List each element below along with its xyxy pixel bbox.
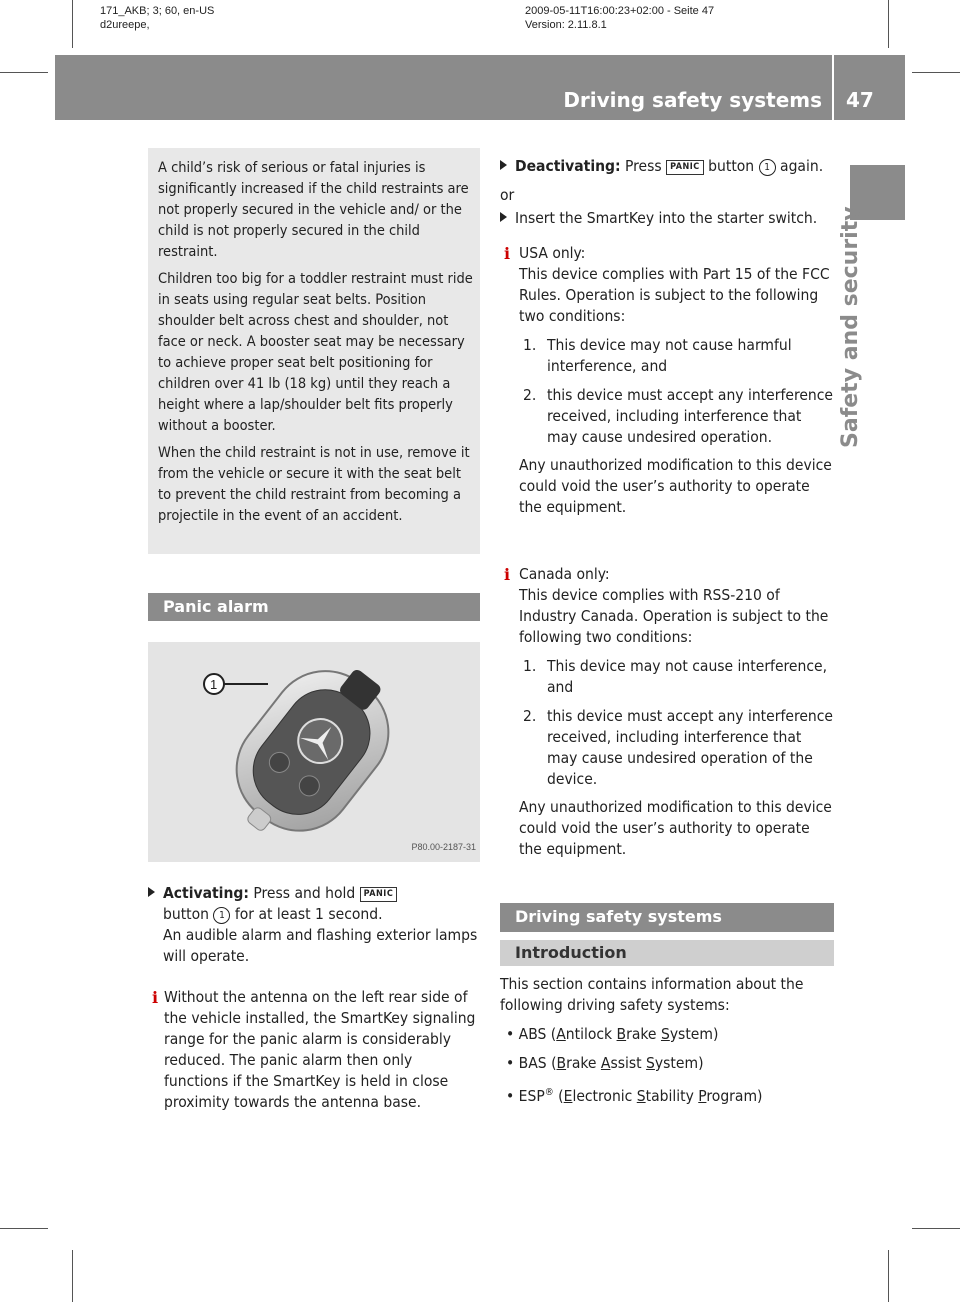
- header-divider: [832, 55, 834, 120]
- bullet-word: Program: [698, 1087, 758, 1106]
- bullet-icon: •: [506, 1087, 515, 1106]
- bullet-word: Brake: [616, 1025, 657, 1043]
- page-number: 47: [846, 88, 874, 112]
- warning-paragraph-3: When the child restraint is not in use, remove it from the vehicle or secure it with the seat belt to prevent the child restraint from becoming a projectile in the event of an accident.: [158, 445, 470, 524]
- crop-mark: [912, 1228, 960, 1229]
- print-meta-left-1: 171_AKB; 3; 60, en-US: [100, 5, 215, 17]
- figure-callout-1: 1: [210, 677, 218, 692]
- insert-text: Insert the SmartKey into the starter switch.: [515, 209, 818, 227]
- list-text: this device must accept any interference received, including interference that may cause undesired operation.: [547, 386, 834, 446]
- section-heading-driving-safety: Driving safety systems: [500, 903, 834, 932]
- side-chapter-tab: [838, 206, 870, 448]
- section-heading-panic-alarm: Panic alarm: [148, 593, 480, 621]
- panic-info-note: [148, 987, 480, 1113]
- list-text: This device may not cause interference, and: [547, 657, 828, 696]
- crop-mark: [888, 0, 889, 48]
- smartkey-figure: [148, 642, 480, 862]
- usa-title: USA only:: [519, 244, 586, 262]
- crop-mark: [0, 72, 48, 73]
- list-item: [519, 335, 835, 377]
- activating-text-3: for at least 1 second.: [234, 905, 383, 923]
- subsection-heading-introduction: Introduction: [500, 940, 834, 966]
- warning-paragraph-1: A child’s risk of serious or fatal injuries is significantly increased if the child restraints are not properly secured in the vehicle and/ or the child is not properly secured in the child restraint.: [158, 160, 469, 260]
- activating-text-2: button: [163, 905, 209, 923]
- canada-info-note: [500, 564, 835, 860]
- page-header-title: Driving safety systems: [563, 88, 822, 112]
- usa-outro: Any unauthorized modification to this device could void the user’s authority to operate the equipment.: [519, 456, 832, 516]
- list-number: 2.: [523, 386, 537, 404]
- usa-intro: This device complies with Part 15 of the FCC Rules. Operation is subject to the following two conditions:: [519, 265, 830, 325]
- deactivating-step: [500, 156, 835, 177]
- step-arrow-icon: [500, 160, 507, 170]
- bullet-word: System: [646, 1054, 699, 1072]
- list-item: • ESP® (Electronic Stability Program): [506, 1087, 763, 1106]
- info-icon: i: [503, 565, 511, 584]
- bullet-word: Stability: [636, 1087, 694, 1106]
- bullet-abbr: BAS: [518, 1054, 547, 1072]
- bullet-icon: •: [506, 1054, 515, 1072]
- warning-box: [148, 148, 480, 554]
- bullet-word: Antilock: [556, 1025, 613, 1043]
- panic-info-text: Without the antenna on the left rear side of the vehicle installed, the SmartKey signaling range for the panic alarm is considerably reduced. The panic alarm then only functions if the SmartKey is held in close proximity towards the antenna base.: [164, 988, 476, 1111]
- activating-step: [148, 883, 480, 967]
- warning-paragraph-2: Children too big for a toddler restraint must ride in seats using regular seat belts. Position shoulder belt across chest and shoulder, not face or neck. A booster seat may be necessary to achieve proper seat belt positioning for children over 41 lb (18 kg) until they reach a height where a lap/shoulder belt fits properly without a booster.: [158, 271, 473, 434]
- intro-text: This section contains information about the following driving safety systems:: [500, 975, 804, 1014]
- print-meta-right-2: Version: 2.11.8.1: [525, 19, 607, 31]
- step-arrow-icon: [500, 212, 507, 222]
- canada-title: Canada only:: [519, 565, 610, 583]
- crop-mark: [72, 1250, 73, 1302]
- print-meta-right-1: 2009-05-11T16:00:23+02:00 - Seite 47: [525, 5, 715, 17]
- deactivating-text-3: again.: [780, 157, 824, 175]
- crop-mark: [0, 1228, 48, 1229]
- info-icon: i: [503, 244, 511, 263]
- list-item: [519, 385, 835, 448]
- step-arrow-icon: [148, 887, 155, 897]
- list-number: 1.: [523, 336, 537, 354]
- list-text: this device must accept any interference received, including interference that may cause undesired operation of the device.: [547, 707, 834, 788]
- bullet-word: Brake: [556, 1054, 597, 1072]
- list-text: This device may not cause harmful interference, and: [547, 336, 792, 375]
- or-text: or: [500, 186, 515, 204]
- crop-mark: [912, 72, 960, 73]
- insert-step: [500, 208, 835, 229]
- panic-button-icon: PANIC: [666, 160, 704, 175]
- figure-code: P80.00-2187-31: [411, 842, 476, 852]
- list-number: 2.: [523, 707, 537, 725]
- deactivating-label: Deactivating:: [515, 157, 621, 175]
- bullet-word: Electronic: [563, 1087, 633, 1106]
- list-item: [519, 656, 835, 698]
- smartkey-illustration: [148, 642, 480, 862]
- crop-mark: [72, 0, 73, 48]
- activating-label: Activating:: [163, 884, 249, 902]
- bullet-list: [506, 1024, 836, 1107]
- activating-text-4: An audible alarm and flashing exterior lamps will operate.: [163, 926, 478, 965]
- canada-intro: This device complies with RSS-210 of Industry Canada. Operation is subject to the following two conditions:: [519, 586, 829, 646]
- panic-button-icon: PANIC: [360, 887, 398, 902]
- bullet-icon: •: [506, 1025, 515, 1043]
- registered-mark: ®: [544, 1087, 554, 1098]
- bullet-word: System: [660, 1025, 713, 1043]
- activating-text-1: Press and hold: [253, 884, 356, 902]
- callout-1-icon: 1: [759, 159, 776, 176]
- list-number: 1.: [523, 657, 537, 675]
- bullet-abbr: ABS: [518, 1025, 547, 1043]
- callout-1-icon: 1: [213, 907, 230, 924]
- list-item: • BAS (Brake Assist System): [506, 1054, 704, 1072]
- bullet-abbr: ESP: [518, 1087, 545, 1106]
- list-item: • ABS (Antilock Brake System): [506, 1025, 719, 1043]
- usa-info-note: [500, 243, 835, 518]
- canada-outro: Any unauthorized modification to this device could void the user’s authority to operate the equipment.: [519, 798, 832, 858]
- side-chapter-label: Safety and security: [838, 206, 863, 448]
- print-meta-left-2: d2ureepe,: [100, 19, 150, 31]
- list-item: [519, 706, 835, 790]
- deactivating-text-2: button: [708, 157, 755, 175]
- info-icon: i: [151, 988, 159, 1007]
- bullet-word: Assist: [600, 1054, 642, 1072]
- crop-mark: [888, 1250, 889, 1302]
- deactivating-text-1: Press: [625, 157, 662, 175]
